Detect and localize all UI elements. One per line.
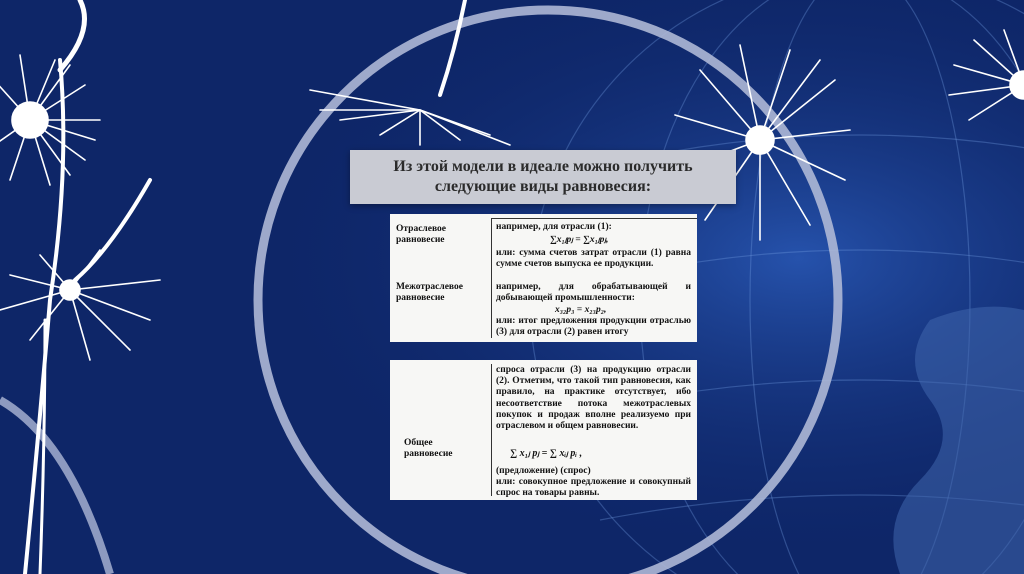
column-divider	[491, 364, 492, 496]
slide-title: Из этой модели в идеале можно получить следующие виды равновесия:	[393, 158, 693, 195]
row-label-general: Общее равновесие	[404, 438, 453, 459]
table-general-equilibrium	[390, 360, 697, 500]
row1-description: или: сумма счетов затрат отрасли (1) равна сумме счетов выпуска ее продукции.	[496, 248, 691, 270]
general-formula-note: (предложение) (спрос)	[496, 466, 591, 476]
general-formula: ∑ x₁ⱼ pⱼ = ∑ xᵢⱼ pᵢ ,	[510, 448, 583, 459]
row-label-sectoral: Отраслевое равновесие	[396, 224, 447, 245]
table-sectoral-equilibrium	[390, 214, 697, 342]
column-divider	[491, 218, 492, 338]
row1-formula: ∑x₁ⱼpⱼ = ∑x₁ⱼpⱼ,	[550, 235, 609, 245]
row-label-intersectoral: Межотраслевое равновесие	[396, 282, 463, 303]
general-text-top: спроса отрасли (3) на продукцию отрасли (2). Отметим, что такой тип равновесия, как правило, на практике отсутствует, ибо несоответствие потока межотраслевых покупок и продаж вполне реализуемо при отраслевом и общем равновесии.	[496, 365, 691, 432]
row2-description: или: итог предложения продукции отраслью (3) для отрасли (2) равен итогу	[496, 316, 691, 338]
slide-title-box	[350, 150, 736, 204]
row2-intro-text: например, для обрабатывающей и добывающей промышленности:	[496, 282, 691, 304]
table-top-rule	[491, 218, 697, 219]
general-text-bottom: или: совокупное предложение и совокупный спрос на товары равны.	[496, 477, 691, 499]
row2-formula: x₃₂p₃ = x₂₃p₂,	[555, 305, 607, 315]
row1-intro-text: например, для отрасли (1):	[496, 222, 612, 232]
